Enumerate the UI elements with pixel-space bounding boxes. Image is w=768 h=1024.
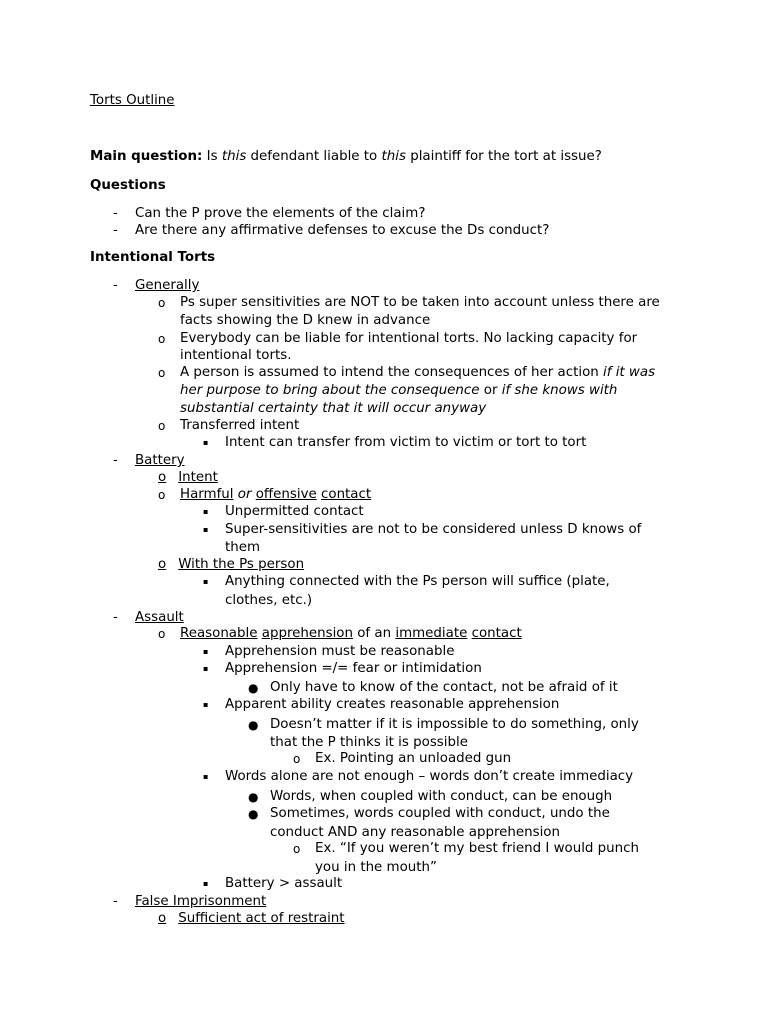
outline-text: Sufficient act of restraint	[178, 911, 345, 926]
outline-text: Harmful	[180, 487, 234, 502]
main-question-label: Main question:	[90, 149, 203, 164]
outline-text: Apprehension must be reasonable	[225, 644, 455, 659]
main-question-text: defendant liable to	[246, 149, 382, 164]
circle-bullet: o	[158, 470, 167, 485]
emphasis-text: substantial certainty that it will occur anyway	[180, 401, 487, 416]
emphasis-text: or	[233, 487, 256, 502]
main-question-text: Is	[202, 149, 222, 164]
outline-text: facts showing the D knew in advance	[180, 313, 431, 328]
outline-text: A person is assumed to intend the consequences of her action	[180, 365, 604, 380]
emphasis-text: this	[381, 149, 406, 164]
outline-text: intentional torts.	[180, 348, 292, 363]
dash-bullet: -	[113, 610, 118, 625]
dash-bullet: -	[113, 453, 118, 468]
dot-bullet: ●	[248, 807, 259, 821]
square-bullet: ▪	[203, 438, 209, 447]
dot-bullet: ●	[248, 718, 259, 732]
outline-text	[158, 556, 304, 574]
outline-text: Reasonable	[180, 626, 258, 641]
outline-text: Doesn’t matter if it is impossible to do something, only	[270, 717, 639, 732]
question-item: Are there any affirmative defenses to excuse the Ds conduct?	[135, 223, 550, 238]
outline-text: them	[225, 540, 261, 555]
circle-bullet: o	[158, 911, 167, 926]
outline-text	[180, 486, 371, 504]
outline-text: or	[479, 383, 502, 398]
document-title: Torts Outline	[90, 93, 175, 108]
outline-text: Only have to know of the contact, not be afraid of it	[270, 680, 618, 695]
square-bullet: ▪	[203, 577, 209, 586]
question-item: Can the P prove the elements of the claim?	[135, 206, 426, 221]
outline-text	[158, 469, 218, 487]
outline-text: Battery > assault	[225, 876, 343, 891]
dash-bullet: -	[113, 278, 118, 293]
section-assault: Assault	[135, 610, 184, 625]
circle-bullet: o	[158, 296, 166, 310]
outline-text: contact	[471, 626, 522, 641]
outline-text: contact	[321, 487, 372, 502]
outline-text: that the P thinks it is possible	[270, 735, 468, 750]
outline-text: Anything connected with the Ps person will suffice (plate,	[225, 574, 610, 589]
outline-text: conduct AND any reasonable apprehension	[270, 825, 560, 840]
outline-text: you in the mouth”	[315, 860, 437, 875]
emphasis-text: her purpose to bring about the consequence	[180, 383, 480, 398]
dot-bullet: ●	[248, 681, 259, 695]
square-bullet: ▪	[203, 879, 209, 888]
outline-text: offensive	[255, 487, 317, 502]
circle-bullet: o	[158, 332, 166, 346]
emphasis-text: if she knows with	[501, 383, 618, 398]
square-bullet: ▪	[203, 507, 209, 516]
square-bullet: ▪	[203, 647, 209, 656]
circle-bullet: o	[158, 419, 166, 433]
outline-text: Apprehension =/= fear or intimidation	[225, 661, 482, 676]
emphasis-text: if it was	[603, 365, 656, 380]
outline-text: Ex. Pointing an unloaded gun	[315, 751, 512, 766]
outline-text: With the Ps person	[178, 557, 305, 572]
outline-text: apprehension	[261, 626, 353, 641]
outline-text	[180, 382, 617, 400]
square-bullet: ▪	[203, 664, 209, 673]
outline-text	[158, 910, 345, 928]
outline-text: Ex. “If you weren’t my best friend I would punch	[315, 841, 640, 856]
outline-text	[180, 625, 522, 643]
outline-text: Super-sensitivities are not to be considered unless D knows of	[225, 522, 642, 537]
outline-text: of an	[352, 626, 396, 641]
dash-bullet: -	[113, 894, 118, 909]
section-battery: Battery	[135, 453, 185, 468]
outline-text: Words, when coupled with conduct, can be enough	[270, 789, 613, 804]
outline-text: immediate	[395, 626, 468, 641]
outline-text	[180, 364, 655, 382]
outline-text: Intent	[178, 470, 218, 485]
outline-text: Sometimes, words coupled with conduct, undo the	[270, 806, 610, 821]
outline-text: Ps super sensitivities are NOT to be taken into account unless there are	[180, 295, 660, 310]
questions-heading: Questions	[90, 178, 166, 193]
intentional-torts-heading: Intentional Torts	[90, 250, 216, 265]
dash-bullet: -	[113, 223, 118, 238]
circle-bullet: o	[158, 627, 166, 641]
outline-text: Words alone are not enough – words don’t create immediacy	[225, 769, 634, 784]
section-generally: Generally	[135, 278, 200, 293]
circle-bullet: o	[158, 488, 166, 502]
square-bullet: ▪	[203, 700, 209, 709]
circle-bullet: o	[158, 557, 167, 572]
square-bullet: ▪	[203, 772, 209, 781]
outline-text: Unpermitted contact	[225, 504, 364, 519]
circle-bullet: o	[158, 366, 166, 380]
square-bullet: ▪	[203, 525, 209, 534]
dash-bullet: -	[113, 206, 118, 221]
circle-bullet: o	[293, 752, 301, 766]
emphasis-text: this	[221, 149, 247, 164]
section-false-imprisonment: False Imprisonment	[135, 894, 267, 909]
main-question-text: plaintiff for the tort at issue?	[405, 149, 602, 164]
circle-bullet: o	[293, 842, 301, 856]
main-question	[90, 148, 602, 166]
dot-bullet: ●	[248, 790, 259, 804]
outline-text: clothes, etc.)	[225, 593, 313, 608]
outline-text: Apparent ability creates reasonable apprehension	[225, 697, 560, 712]
outline-text: Intent can transfer from victim to victim or tort to tort	[225, 435, 587, 450]
outline-text: Transferred intent	[180, 418, 300, 433]
outline-text: Everybody can be liable for intentional torts. No lacking capacity for	[180, 331, 638, 346]
